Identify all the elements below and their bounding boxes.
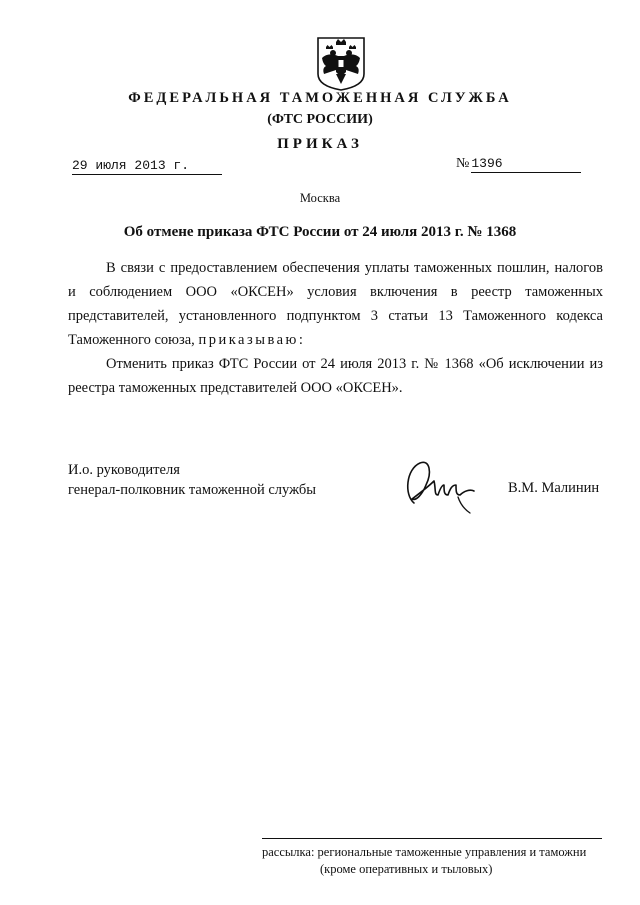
- distribution-divider: [262, 838, 602, 839]
- number-sign: №: [456, 156, 470, 171]
- distribution-line-1: рассылка: региональные таможенные управления и таможни: [262, 845, 587, 859]
- signer-role-line-2: генерал-полковник таможенной службы: [68, 482, 317, 498]
- signer-name: В.М. Малинин: [508, 480, 600, 496]
- distribution-line-2: (кроме оперативных и тыловых): [320, 862, 493, 876]
- order-keyword: приказываю: [198, 332, 299, 348]
- document-subject: Об отмене приказа ФТС России от 24 июля 2013 г. № 1368: [123, 224, 517, 240]
- body-paragraph-1-end: :: [298, 332, 303, 348]
- document-type: ПРИКАЗ: [277, 136, 363, 152]
- order-number-field: [456, 156, 602, 173]
- city: Москва: [299, 191, 341, 205]
- signer-role: [68, 460, 316, 500]
- order-date: 29 июля 2013 г.: [72, 158, 222, 175]
- agency-short-name: (ФТС РОССИИ): [267, 112, 373, 127]
- body-paragraph-1: [68, 256, 603, 352]
- agency-name: ФЕДЕРАЛЬНАЯ ТАМОЖЕННАЯ СЛУЖБА: [128, 90, 512, 106]
- body-paragraph-1-text: В связи с предоставлением обеспечения уплаты таможенных пошлин, налогов и соблюдением ООО «ОКСЕН» условия включения в реестр таможенных представителей, установленного подпунктом 3 статьи 13 Таможенного кодекса Таможенного союза,: [68, 260, 603, 348]
- document-body: [68, 256, 603, 400]
- order-number: 1396: [471, 156, 581, 173]
- signer-role-line-1: И.о. руководителя: [68, 462, 180, 478]
- handwritten-signature: [400, 455, 480, 517]
- coat-of-arms-icon: [314, 34, 368, 92]
- body-paragraph-2: Отменить приказ ФТС России от 24 июля 2013 г. № 1368 «Об исключении из реестра таможенных представителей ООО «ОКСЕН».: [68, 356, 603, 396]
